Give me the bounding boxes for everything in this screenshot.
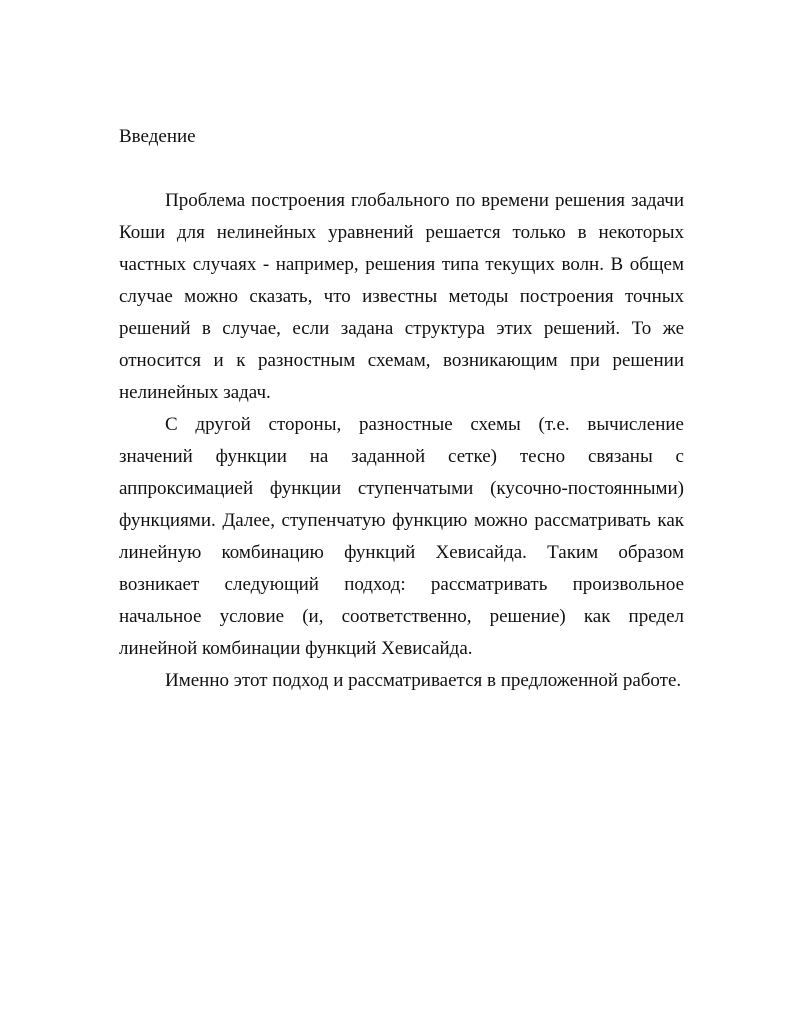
paragraph-3: Именно этот подход и рассматривается в предложенной работе. [165,670,682,691]
paragraph-1: Проблема построения глобального по времени решения задачи Коши для нелинейных уравнений решается только в некоторых частных случаях - например, решения типа текущих волн. В общем случае можно сказать, что известны методы построения точных решений в случае, если задана структура этих решений. То же относится и к разностным схемам, возникающим при решении нелинейных задач. [119,190,684,403]
body-text [119,185,684,697]
section-heading: Введение [119,126,196,147]
paragraph-2: С другой стороны, разностные схемы (т.е. вычисление значений функции на заданной сетке) тесно связаны с аппроксимацией функции ступенчатыми (кусочно-постоянными) функциями. Далее, ступенчатую функцию можно рассматривать как линейную комбинацию функций Хевисайда. Таким образом возникает следующий подход: рассматривать произвольное начальное условие (и, соответственно, решение) как предел линейной комбинации функций Хевисайда. [119,414,684,659]
